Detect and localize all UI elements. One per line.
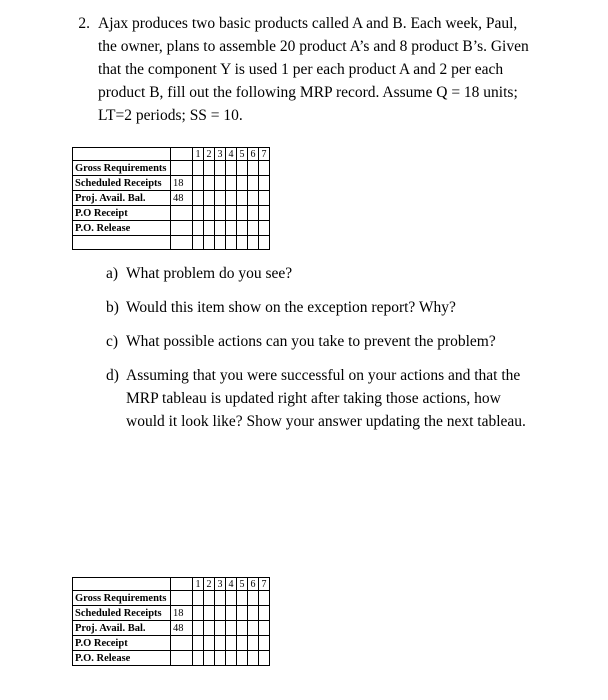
cell-gross-requirements-4[interactable] bbox=[226, 161, 237, 176]
cell-scheduled-receipts-3[interactable] bbox=[215, 606, 226, 621]
cell-po-receipt-2[interactable] bbox=[204, 636, 215, 651]
table-row bbox=[73, 206, 270, 221]
question-row bbox=[72, 12, 532, 127]
row-label-proj-avail-bal: Proj. Avail. Bal. bbox=[73, 621, 171, 636]
cell-proj-avail-bal-6[interactable] bbox=[248, 621, 259, 636]
sub-question-letter-b: b) bbox=[106, 299, 119, 316]
cell-proj-avail-bal-3[interactable] bbox=[215, 191, 226, 206]
sub-questions-list bbox=[106, 262, 538, 444]
cell-gross-requirements-6[interactable] bbox=[248, 591, 259, 606]
cell-proj-avail-bal-2[interactable] bbox=[204, 191, 215, 206]
cell-proj-avail-bal-5[interactable] bbox=[237, 191, 248, 206]
cell-po-release-7[interactable] bbox=[259, 651, 270, 666]
cell-gross-requirements-3[interactable] bbox=[215, 591, 226, 606]
cell-po-release-3[interactable] bbox=[215, 221, 226, 236]
cell-proj-avail-bal-4[interactable] bbox=[226, 621, 237, 636]
cell-po-receipt-4[interactable] bbox=[226, 206, 237, 221]
period-header-2: 2 bbox=[204, 148, 215, 161]
cell-gross-requirements-2[interactable] bbox=[204, 161, 215, 176]
cell-po-receipt-6[interactable] bbox=[248, 636, 259, 651]
cell-po-release-2[interactable] bbox=[204, 221, 215, 236]
cell-scheduled-receipts-7[interactable] bbox=[259, 176, 270, 191]
cell-gross-requirements-7[interactable] bbox=[259, 161, 270, 176]
cell-po-receipt-5[interactable] bbox=[237, 636, 248, 651]
cell-gross-requirements-2[interactable] bbox=[204, 591, 215, 606]
table-row bbox=[73, 176, 270, 191]
cell-po-release-4[interactable] bbox=[226, 221, 237, 236]
table-header-row bbox=[73, 578, 270, 591]
sub-question-letter-d: d) bbox=[106, 367, 119, 384]
row-value-scheduled-receipts: 18 bbox=[171, 176, 193, 191]
cell-po-receipt-6[interactable] bbox=[248, 206, 259, 221]
sub-question-text-a: What problem do you see? bbox=[126, 265, 293, 282]
sub-question-letter-a: a) bbox=[106, 265, 119, 282]
cell-po-receipt-7[interactable] bbox=[259, 206, 270, 221]
corner-cell bbox=[73, 148, 171, 161]
cell-proj-avail-bal-4[interactable] bbox=[226, 191, 237, 206]
period-header-6: 6 bbox=[248, 148, 259, 161]
cell-po-receipt-3[interactable] bbox=[215, 206, 226, 221]
row-label-proj-avail-bal: Proj. Avail. Bal. bbox=[73, 191, 171, 206]
cell-po-release-2[interactable] bbox=[204, 651, 215, 666]
cell-scheduled-receipts-4[interactable] bbox=[226, 606, 237, 621]
list-item bbox=[106, 262, 538, 285]
cell-gross-requirements-1[interactable] bbox=[193, 591, 204, 606]
cell-po-receipt-2[interactable] bbox=[204, 206, 215, 221]
list-item bbox=[106, 364, 538, 433]
period-header-5: 5 bbox=[237, 578, 248, 591]
question-number: 2. bbox=[78, 15, 90, 32]
table-row bbox=[73, 651, 270, 666]
cell-po-receipt-3[interactable] bbox=[215, 636, 226, 651]
table-row bbox=[73, 161, 270, 176]
row-label-po-release: P.O. Release bbox=[73, 221, 171, 236]
cell-po-release-6[interactable] bbox=[248, 651, 259, 666]
cell-po-release-1[interactable] bbox=[193, 221, 204, 236]
cell-gross-requirements-3[interactable] bbox=[215, 161, 226, 176]
initial-value-header bbox=[171, 148, 193, 161]
footer-cell-3[interactable] bbox=[215, 236, 226, 250]
cell-po-receipt-7[interactable] bbox=[259, 636, 270, 651]
row-value-proj-avail-bal: 48 bbox=[171, 621, 193, 636]
footer-cell-6[interactable] bbox=[248, 236, 259, 250]
row-label-po-receipt: P.O Receipt bbox=[73, 636, 171, 651]
list-item bbox=[106, 296, 538, 319]
cell-scheduled-receipts-1[interactable] bbox=[193, 606, 204, 621]
table-row bbox=[73, 221, 270, 236]
cell-gross-requirements-4[interactable] bbox=[226, 591, 237, 606]
cell-po-receipt-4[interactable] bbox=[226, 636, 237, 651]
period-header-4: 4 bbox=[226, 578, 237, 591]
table-row bbox=[73, 636, 270, 651]
initial-value-header bbox=[171, 578, 193, 591]
period-header-7: 7 bbox=[259, 148, 270, 161]
sub-question-letter-c: c) bbox=[106, 333, 119, 350]
mrp-table-1 bbox=[72, 147, 270, 250]
cell-proj-avail-bal-6[interactable] bbox=[248, 191, 259, 206]
row-label-gross-requirements: Gross Requirements bbox=[73, 161, 171, 176]
cell-po-receipt-1[interactable] bbox=[193, 636, 204, 651]
cell-gross-requirements-7[interactable] bbox=[259, 591, 270, 606]
period-header-6: 6 bbox=[248, 578, 259, 591]
period-header-3: 3 bbox=[215, 578, 226, 591]
sub-question-text-c: What possible actions can you take to prevent the problem? bbox=[126, 333, 496, 350]
table-row bbox=[73, 591, 270, 606]
list-item bbox=[106, 330, 538, 353]
cell-po-receipt-1[interactable] bbox=[193, 206, 204, 221]
period-header-1: 1 bbox=[193, 578, 204, 591]
cell-proj-avail-bal-3[interactable] bbox=[215, 621, 226, 636]
row-label-po-receipt: P.O Receipt bbox=[73, 206, 171, 221]
sub-question-text-d: Assuming that you were successful on your actions and that the MRP tableau is updated right after taking those actions, how would it look like? Show your answer updating the next tableau. bbox=[126, 367, 526, 430]
cell-po-release-6[interactable] bbox=[248, 221, 259, 236]
cell-scheduled-receipts-3[interactable] bbox=[215, 176, 226, 191]
cell-proj-avail-bal-7[interactable] bbox=[259, 191, 270, 206]
row-label-scheduled-receipts: Scheduled Receipts bbox=[73, 606, 171, 621]
cell-proj-avail-bal-1[interactable] bbox=[193, 191, 204, 206]
row-value-scheduled-receipts: 18 bbox=[171, 606, 193, 621]
footer-cell-7[interactable] bbox=[259, 236, 270, 250]
cell-proj-avail-bal-5[interactable] bbox=[237, 621, 248, 636]
cell-po-release-3[interactable] bbox=[215, 651, 226, 666]
table-row bbox=[73, 606, 270, 621]
row-label-gross-requirements: Gross Requirements bbox=[73, 591, 171, 606]
footer-cell-4[interactable] bbox=[226, 236, 237, 250]
mrp-table-2 bbox=[72, 577, 270, 666]
cell-proj-avail-bal-1[interactable] bbox=[193, 621, 204, 636]
cell-po-release-5[interactable] bbox=[237, 221, 248, 236]
cell-po-release-7[interactable] bbox=[259, 221, 270, 236]
cell-scheduled-receipts-5[interactable] bbox=[237, 606, 248, 621]
period-header-5: 5 bbox=[237, 148, 248, 161]
period-header-4: 4 bbox=[226, 148, 237, 161]
table-row bbox=[73, 621, 270, 636]
cell-proj-avail-bal-2[interactable] bbox=[204, 621, 215, 636]
row-value-gross-requirements bbox=[171, 591, 193, 606]
cell-gross-requirements-1[interactable] bbox=[193, 161, 204, 176]
cell-scheduled-receipts-4[interactable] bbox=[226, 176, 237, 191]
footer-cell-1[interactable] bbox=[193, 236, 204, 250]
cell-proj-avail-bal-7[interactable] bbox=[259, 621, 270, 636]
row-value-po-receipt bbox=[171, 206, 193, 221]
period-header-7: 7 bbox=[259, 578, 270, 591]
cell-scheduled-receipts-1[interactable] bbox=[193, 176, 204, 191]
cell-gross-requirements-6[interactable] bbox=[248, 161, 259, 176]
row-value-po-release bbox=[171, 651, 193, 666]
table-footer-row bbox=[73, 236, 270, 250]
row-value-po-release bbox=[171, 221, 193, 236]
row-value-gross-requirements bbox=[171, 161, 193, 176]
sub-question-text-b: Would this item show on the exception report? Why? bbox=[126, 299, 456, 316]
corner-cell bbox=[73, 578, 171, 591]
row-value-po-receipt bbox=[171, 636, 193, 651]
cell-gross-requirements-5[interactable] bbox=[237, 591, 248, 606]
table-header-row bbox=[73, 148, 270, 161]
question-text: Ajax produces two basic products called A and B. Each week, Paul, the owner, plans to assemble 20 product A’s and 8 product B’s. Given that the component Y is used 1 per each product A and 2 per each product B, fill out the following MRP record. Assume Q = 18 units; LT=2 periods; SS = 10. bbox=[98, 15, 529, 124]
cell-gross-requirements-5[interactable] bbox=[237, 161, 248, 176]
period-header-2: 2 bbox=[204, 578, 215, 591]
cell-scheduled-receipts-2[interactable] bbox=[204, 606, 215, 621]
cell-scheduled-receipts-2[interactable] bbox=[204, 176, 215, 191]
cell-scheduled-receipts-7[interactable] bbox=[259, 606, 270, 621]
cell-po-release-4[interactable] bbox=[226, 651, 237, 666]
cell-po-release-5[interactable] bbox=[237, 651, 248, 666]
question-block bbox=[72, 12, 532, 127]
footer-cell-5[interactable] bbox=[237, 236, 248, 250]
cell-po-release-1[interactable] bbox=[193, 651, 204, 666]
cell-scheduled-receipts-5[interactable] bbox=[237, 176, 248, 191]
table-row bbox=[73, 191, 270, 206]
period-header-3: 3 bbox=[215, 148, 226, 161]
footer-label-cell bbox=[73, 236, 171, 250]
row-label-po-release: P.O. Release bbox=[73, 651, 171, 666]
cell-po-receipt-5[interactable] bbox=[237, 206, 248, 221]
cell-scheduled-receipts-6[interactable] bbox=[248, 176, 259, 191]
footer-cell-2[interactable] bbox=[204, 236, 215, 250]
cell-scheduled-receipts-6[interactable] bbox=[248, 606, 259, 621]
row-label-scheduled-receipts: Scheduled Receipts bbox=[73, 176, 171, 191]
footer-value-cell bbox=[171, 236, 193, 250]
period-header-1: 1 bbox=[193, 148, 204, 161]
row-value-proj-avail-bal: 48 bbox=[171, 191, 193, 206]
